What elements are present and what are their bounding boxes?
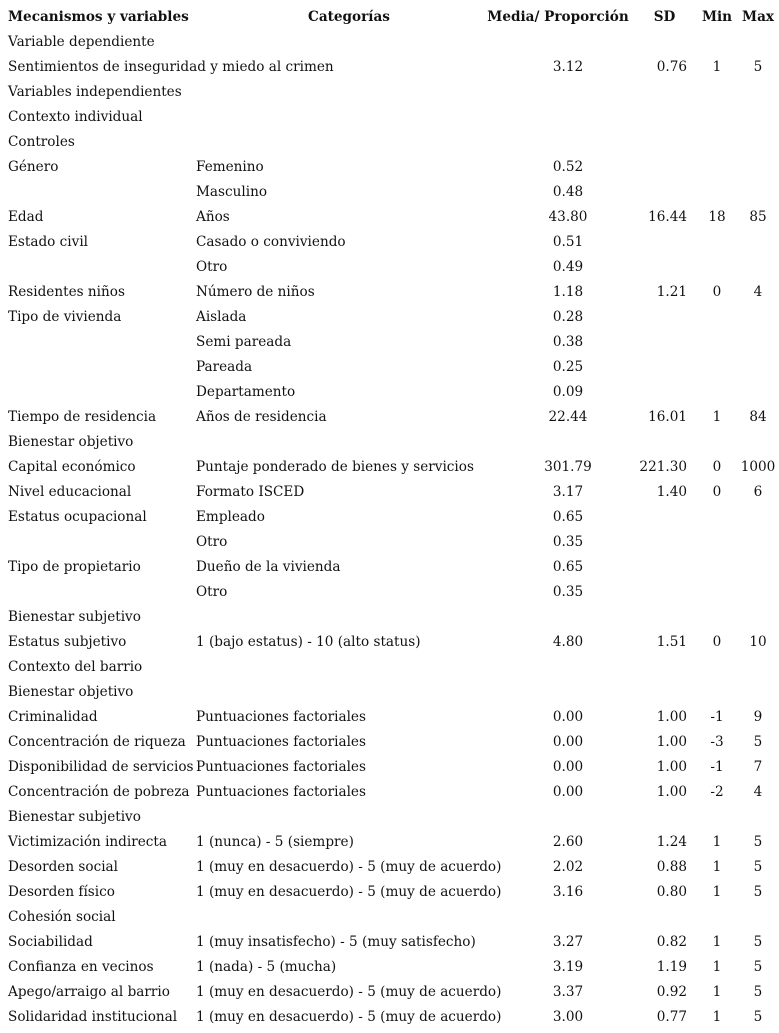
table-row [0,80,779,105]
table-row [0,955,779,980]
cell-mechanism: Edad [8,209,44,225]
cell-mechanism: Bienestar objetivo [8,434,134,450]
cell-sd [632,805,697,830]
cell-max: 5 [753,59,763,75]
cell-sd: 1.40 [656,484,687,500]
cell-mean: 3.19 [552,959,584,975]
cell-mechanism: Desorden físico [8,884,115,900]
table-row [0,730,779,755]
cell-mechanism [0,355,196,380]
cell-max [737,155,779,180]
cell-category: 1 (muy insatisfecho) - 5 (muy satisfecho) [196,934,476,950]
table-header-row [0,5,779,30]
cell-min [697,580,737,605]
cell-mean: 0.25 [552,359,584,375]
table-row [0,530,779,555]
cell-min [697,180,737,205]
cell-category: 1 (bajo estatus) - 10 (alto status) [196,634,421,650]
cell-mean: 301.79 [544,459,592,475]
cell-max [737,230,779,255]
cell-min [697,680,737,705]
cell-max [737,605,779,630]
table-row [0,805,779,830]
cell-sd [632,680,697,705]
cell-mean [484,430,632,455]
cell-category: Otro [196,259,228,275]
cell-category: 1 (muy en desacuerdo) - 5 (muy de acuerdo) [196,984,502,1000]
cell-mean [484,680,632,705]
cell-max [737,255,779,280]
cell-mechanism: Tiempo de residencia [8,409,157,425]
cell-max: 5 [753,984,763,1000]
cell-mean: 0.51 [552,234,584,250]
cell-max [737,355,779,380]
cell-mean [484,130,632,155]
table-row [0,880,779,905]
table-row [0,105,779,130]
cell-sd [632,530,697,555]
cell-max [737,305,779,330]
cell-sd [632,505,697,530]
cell-max [737,105,779,130]
cell-mechanism: Sociabilidad [8,934,93,950]
cell-category: Número de niños [196,284,315,300]
cell-sd [632,355,697,380]
cell-max: 5 [753,834,763,850]
cell-sd [632,255,697,280]
table-row [0,780,779,805]
cell-mechanism: Desorden social [8,859,118,875]
cell-max: 10 [749,634,767,650]
cell-mechanism [0,180,196,205]
cell-max [737,380,779,405]
cell-max [737,505,779,530]
cell-sd: 1.21 [656,284,687,300]
table-row [0,480,779,505]
descriptive-statistics-table [0,5,779,1030]
cell-min [697,130,737,155]
cell-mean [484,605,632,630]
cell-max: 7 [753,759,763,775]
cell-mean: 3.27 [552,934,584,950]
cell-category: Puntaje ponderado de bienes y servicios [196,459,474,475]
cell-sd: 221.30 [639,459,687,475]
cell-sd [632,580,697,605]
cell-mechanism: Nivel educacional [8,484,132,500]
cell-mean: 22.44 [548,409,588,425]
cell-max: 5 [753,859,763,875]
cell-mean: 2.02 [552,859,584,875]
cell-category [196,805,484,830]
cell-category [196,130,484,155]
cell-category: Formato ISCED [196,484,305,500]
cell-mean: 0.49 [552,259,584,275]
table-row [0,605,779,630]
cell-sd: 1.00 [656,784,687,800]
cell-mechanism: Criminalidad [8,709,98,725]
cell-mechanism: Disponibilidad de servicios [8,759,194,775]
cell-min [697,805,737,830]
cell-sd [632,155,697,180]
table-row [0,430,779,455]
cell-sd [632,555,697,580]
cell-min [697,255,737,280]
table-row [0,255,779,280]
cell-mean: 0.00 [552,784,584,800]
cell-mechanism: Solidaridad institucional [8,1009,178,1025]
cell-category: 1 (muy en desacuerdo) - 5 (muy de acuerdo) [196,884,502,900]
cell-mechanism: Contexto individual [8,109,143,125]
cell-sd: 0.80 [656,884,687,900]
cell-mechanism: Bienestar subjetivo [8,609,141,625]
cell-category: Puntuaciones factoriales [196,784,366,800]
cell-min: -2 [710,784,724,800]
cell-mean: 3.37 [552,984,584,1000]
cell-max: 9 [753,709,763,725]
cell-mean: 0.00 [552,759,584,775]
cell-min: 1 [712,409,722,425]
cell-mean: 1.18 [552,284,584,300]
cell-mechanism: Concentración de riqueza [8,734,186,750]
cell-min [697,305,737,330]
cell-min [697,380,737,405]
cell-category: Años [196,209,230,225]
table-row [0,705,779,730]
cell-category: Otro [196,534,228,550]
cell-category [196,905,484,930]
cell-category [196,680,484,705]
table-row [0,630,779,655]
cell-mechanism: Tipo de vivienda [8,309,122,325]
cell-min: 0 [712,484,722,500]
cell-max [737,430,779,455]
cell-min: 1 [712,959,722,975]
cell-category [196,430,484,455]
cell-mechanism: Controles [8,134,75,150]
cell-max: 6 [753,484,763,500]
table-row [0,905,779,930]
table-row [0,980,779,1005]
cell-max [737,130,779,155]
cell-sd [632,230,697,255]
cell-min [697,530,737,555]
cell-min: -3 [710,734,724,750]
cell-mechanism: Bienestar subjetivo [8,809,141,825]
cell-mean [484,105,632,130]
table-row [0,1005,779,1030]
cell-max [737,905,779,930]
cell-category: Otro [196,584,228,600]
table-row [0,830,779,855]
cell-max [737,80,779,105]
cell-min [697,505,737,530]
cell-mean [484,655,632,680]
cell-min [697,555,737,580]
cell-max [737,580,779,605]
cell-sd [632,30,697,55]
cell-mechanism: Victimización indirecta [8,834,167,850]
cell-mechanism: Sentimientos de inseguridad y miedo al crimen [8,59,334,75]
cell-sd [632,330,697,355]
cell-mechanism [0,330,196,355]
cell-mechanism: Confianza en vecinos [8,959,154,975]
cell-min [697,905,737,930]
cell-mean: 2.60 [552,834,584,850]
cell-category: Casado o conviviendo [196,234,346,250]
cell-min: 1 [712,934,722,950]
cell-mechanism: Variables independientes [8,84,182,100]
table-row [0,280,779,305]
header-max: Max [742,9,774,25]
cell-min: 1 [712,859,722,875]
cell-min: 0 [712,634,722,650]
table-row [0,130,779,155]
cell-category [196,105,484,130]
cell-min [697,330,737,355]
table-body [0,30,779,1030]
cell-mean: 0.28 [552,309,584,325]
table-row [0,380,779,405]
cell-category: Puntuaciones factoriales [196,734,366,750]
cell-mean: 3.16 [552,884,584,900]
cell-mean: 3.17 [552,484,584,500]
cell-mechanism: Concentración de pobreza [8,784,190,800]
cell-max: 5 [753,959,763,975]
cell-max [737,655,779,680]
cell-mean [484,30,632,55]
cell-sd [632,130,697,155]
cell-category: Dueño de la vivienda [196,559,341,575]
cell-category: Aislada [196,309,247,325]
cell-max: 5 [753,1009,763,1025]
table-row [0,205,779,230]
cell-category: Pareada [196,359,253,375]
cell-sd [632,655,697,680]
cell-mean [484,805,632,830]
cell-max: 85 [749,209,767,225]
table-row [0,455,779,480]
cell-category: Femenino [196,159,264,175]
cell-sd [632,430,697,455]
cell-mechanism: Residentes niños [8,284,125,300]
table-row [0,55,779,80]
cell-category [196,655,484,680]
cell-mean: 0.00 [552,709,584,725]
cell-category: Años de residencia [196,409,327,425]
table-row [0,355,779,380]
cell-min: 1 [712,59,722,75]
cell-max: 4 [753,784,763,800]
cell-min: 1 [712,834,722,850]
header-mean: Media/ Proporción [487,9,629,25]
cell-mean: 3.00 [552,1009,584,1025]
cell-max: 5 [753,734,763,750]
cell-sd: 1.00 [656,734,687,750]
header-sd: SD [653,9,676,25]
header-categories: Categorías [308,9,390,25]
cell-category: 1 (nada) - 5 (mucha) [196,959,337,975]
cell-max: 5 [753,934,763,950]
cell-mechanism: Estatus ocupacional [8,509,147,525]
table-row [0,855,779,880]
cell-min [697,155,737,180]
header-min: Min [701,9,733,25]
cell-category: Departamento [196,384,296,400]
cell-sd: 1.00 [656,709,687,725]
cell-mechanism: Variable dependiente [8,34,155,50]
cell-sd: 16.01 [648,409,687,425]
cell-mechanism [0,255,196,280]
cell-mean: 4.80 [552,634,584,650]
cell-mean: 0.48 [552,184,584,200]
header-mechanisms: Mecanismos y variables [8,9,189,25]
cell-min [697,230,737,255]
cell-min: -1 [710,709,724,725]
table-row [0,180,779,205]
table-row [0,405,779,430]
cell-category [196,605,484,630]
table-row [0,330,779,355]
cell-sd: 1.19 [656,959,687,975]
table-row [0,755,779,780]
cell-mechanism: Cohesión social [8,909,116,925]
cell-category: Semi pareada [196,334,292,350]
cell-mechanism: Contexto del barrio [8,659,143,675]
table-row [0,580,779,605]
cell-max [737,805,779,830]
table-row [0,230,779,255]
cell-mechanism: Apego/arraigo al barrio [8,984,170,1000]
cell-mean: 0.35 [552,534,584,550]
cell-min [697,605,737,630]
cell-mean [484,905,632,930]
table-row [0,680,779,705]
cell-max: 4 [753,284,763,300]
table-row [0,305,779,330]
cell-mean: 43.80 [548,209,588,225]
cell-min [697,80,737,105]
cell-category: 1 (muy en desacuerdo) - 5 (muy de acuerdo) [196,859,502,875]
cell-max [737,30,779,55]
cell-mean: 3.12 [552,59,584,75]
cell-mechanism [0,580,196,605]
cell-sd [632,180,697,205]
cell-mean [484,80,632,105]
cell-max [737,330,779,355]
cell-sd: 0.92 [656,984,687,1000]
table-row [0,155,779,180]
cell-sd [632,380,697,405]
cell-mean: 0.52 [552,159,584,175]
cell-category: Puntuaciones factoriales [196,759,366,775]
table-row [0,505,779,530]
cell-category: 1 (muy en desacuerdo) - 5 (muy de acuerdo) [196,1009,502,1025]
cell-mechanism [0,530,196,555]
cell-min [697,430,737,455]
cell-min: 1 [712,884,722,900]
cell-sd: 1.00 [656,759,687,775]
cell-sd: 0.76 [656,59,687,75]
table-row [0,30,779,55]
cell-sd [632,305,697,330]
cell-max: 84 [749,409,767,425]
cell-min: 0 [712,284,722,300]
table-row [0,930,779,955]
cell-max [737,530,779,555]
cell-mean: 0.38 [552,334,584,350]
cell-mechanism: Bienestar objetivo [8,684,134,700]
cell-mechanism [0,380,196,405]
cell-mean: 0.00 [552,734,584,750]
cell-min [697,355,737,380]
cell-category: 1 (nunca) - 5 (siempre) [196,834,354,850]
cell-mean: 0.09 [552,384,584,400]
cell-min: 18 [708,209,726,225]
cell-mechanism: Género [8,159,59,175]
cell-mechanism: Tipo de propietario [8,559,141,575]
cell-mechanism: Capital económico [8,459,136,475]
cell-min: -1 [710,759,724,775]
cell-min [697,105,737,130]
cell-max [737,180,779,205]
cell-mean: 0.65 [552,559,584,575]
cell-sd [632,105,697,130]
cell-sd: 1.51 [656,634,687,650]
cell-min [697,30,737,55]
cell-mean: 0.65 [552,509,584,525]
cell-sd: 1.24 [656,834,687,850]
cell-sd [632,605,697,630]
cell-min: 0 [712,459,722,475]
cell-sd [632,80,697,105]
cell-min: 1 [712,1009,722,1025]
cell-min [697,655,737,680]
cell-max: 1000 [740,459,776,475]
table-row [0,555,779,580]
table-row [0,655,779,680]
cell-mean: 0.35 [552,584,584,600]
cell-max: 5 [753,884,763,900]
cell-category: Puntuaciones factoriales [196,709,366,725]
cell-mechanism: Estado civil [8,234,89,250]
cell-sd: 16.44 [648,209,687,225]
cell-max [737,555,779,580]
cell-sd: 0.88 [656,859,687,875]
cell-category: Empleado [196,509,265,525]
cell-category: Masculino [196,184,268,200]
cell-sd [632,905,697,930]
cell-sd: 0.77 [656,1009,687,1025]
cell-sd: 0.82 [656,934,687,950]
cell-mechanism: Estatus subjetivo [8,634,127,650]
cell-min: 1 [712,984,722,1000]
cell-max [737,680,779,705]
